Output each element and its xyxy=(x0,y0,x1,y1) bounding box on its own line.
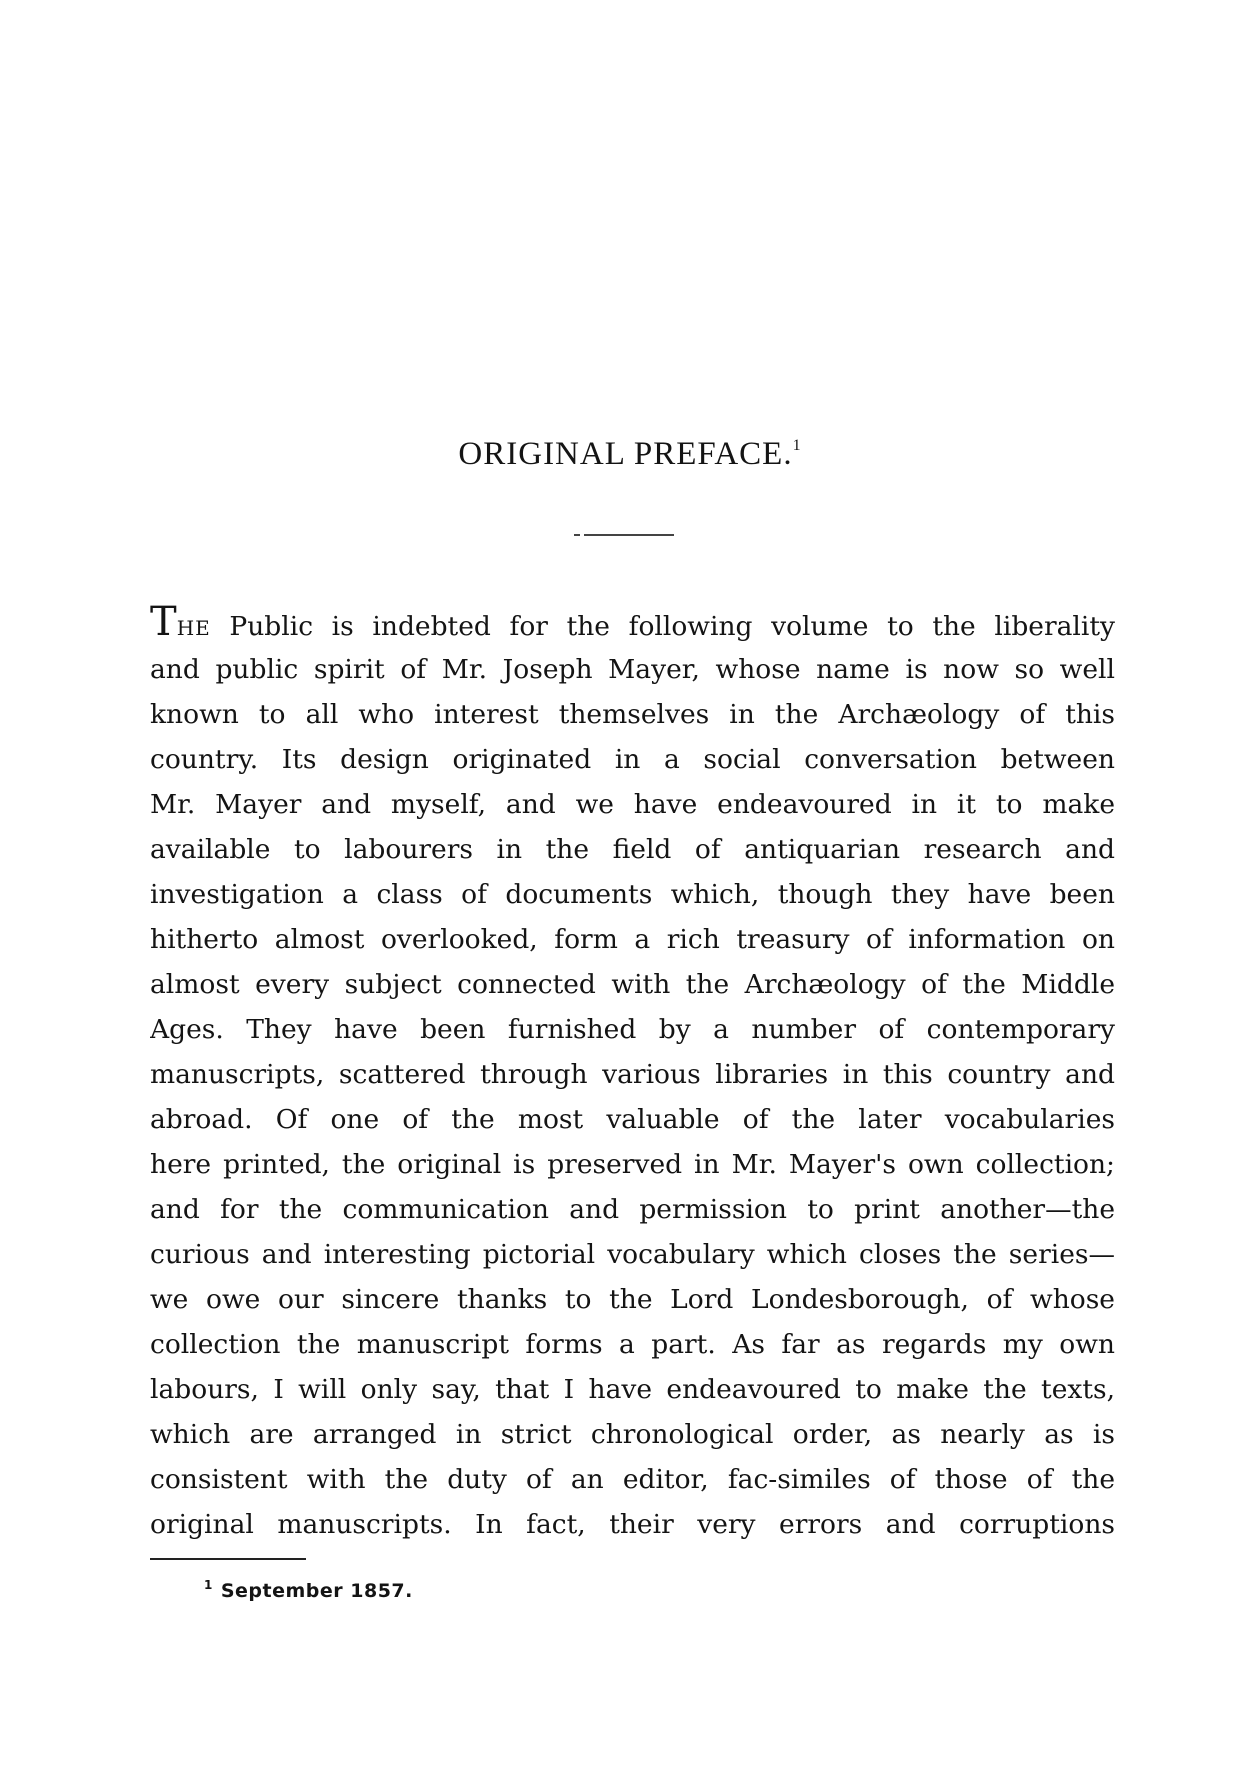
body-line: country. Its design originated in a social conversation between xyxy=(150,744,1115,775)
footnote-text: September 1857. xyxy=(220,1580,413,1602)
body-line: available to labourers in the field of antiquarian research and xyxy=(150,834,1115,865)
body-line: Ages. They have been furnished by a number of contemporary xyxy=(150,1014,1115,1045)
drop-cap: T xyxy=(150,602,177,645)
body-line: Mr. Mayer and myself, and we have endeavoured in it to make xyxy=(150,789,1115,820)
body-line: we owe our sincere thanks to the Lord Londesborough, of whose xyxy=(150,1284,1115,1315)
body-line: collection the manuscript forms a part. As far as regards my own xyxy=(150,1329,1115,1360)
footnote-reference: 1 xyxy=(792,437,801,454)
body-line: manuscripts, scattered through various libraries in this country and xyxy=(150,1059,1115,1090)
body-line: almost every subject connected with the Archæology of the Middle xyxy=(150,969,1115,1000)
body-line: abroad. Of one of the most valuable of the later vocabularies xyxy=(150,1104,1115,1135)
body-line: original manuscripts. In fact, their very errors and corruptions xyxy=(150,1509,1115,1540)
title-text: ORIGINAL PREFACE. xyxy=(458,436,793,472)
body-line: hitherto almost overlooked, form a rich treasury of information on xyxy=(150,924,1115,955)
preface-body xyxy=(150,602,1115,1547)
body-line: labours, I will only say, that I have endeavoured to make the texts, xyxy=(150,1374,1115,1405)
footnote-divider xyxy=(150,1558,306,1560)
body-line: and public spirit of Mr. Joseph Mayer, whose name is now so well xyxy=(150,654,1115,685)
body-line: and for the communication and permission to print another—the xyxy=(150,1194,1115,1225)
small-caps: HE xyxy=(176,616,211,640)
footnote xyxy=(204,1578,413,1602)
footnote-marker: 1 xyxy=(204,1578,213,1592)
body-line: here printed, the original is preserved in Mr. Mayer's own collection; xyxy=(150,1149,1115,1180)
body-line: known to all who interest themselves in the Archæology of this xyxy=(150,699,1115,730)
body-line: investigation a class of documents which, though they have been xyxy=(150,879,1115,910)
body-line: THE Public is indebted for the following volume to the liberality xyxy=(150,602,1115,647)
body-line: which are arranged in strict chronological order, as nearly as is xyxy=(150,1419,1115,1450)
body-line: curious and interesting pictorial vocabulary which closes the series— xyxy=(150,1239,1115,1270)
page-title xyxy=(0,436,1259,473)
body-line: consistent with the duty of an editor, fac-similes of those of the xyxy=(150,1464,1115,1495)
title-divider xyxy=(584,534,674,536)
